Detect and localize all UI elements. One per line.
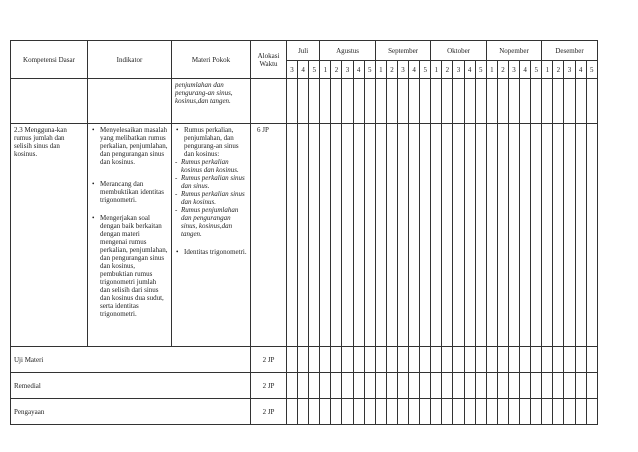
week-number: 2 — [442, 61, 453, 79]
materi-sub-item: - Rumus perkalian kosinus dan kosinus. — [175, 158, 247, 174]
schedule-cell — [542, 399, 553, 425]
month-desember: Desember — [542, 41, 597, 61]
week-number: 5 — [309, 61, 320, 79]
schedule-cell — [331, 79, 342, 124]
week-number: 1 — [375, 61, 386, 79]
month-nopember: Nopember — [486, 41, 541, 61]
week-number: 3 — [453, 61, 464, 79]
schedule-cell — [586, 124, 597, 347]
kd-2-3-row — [11, 124, 598, 347]
week-number: 4 — [409, 61, 420, 79]
schedule-cell — [375, 124, 386, 347]
schedule-cell — [309, 399, 320, 425]
schedule-cell — [497, 347, 508, 373]
schedule-cell — [375, 373, 386, 399]
indikator-header: Indikator — [88, 41, 172, 79]
schedule-cell — [464, 373, 475, 399]
schedule-cell — [420, 373, 431, 399]
schedule-cell — [486, 124, 497, 347]
month-oktober: Oktober — [431, 41, 487, 61]
schedule-cell — [442, 399, 453, 425]
schedule-cell — [342, 373, 353, 399]
week-number: 1 — [431, 61, 442, 79]
schedule-cell — [320, 124, 331, 347]
schedule-cell — [342, 79, 353, 124]
schedule-cell — [287, 79, 298, 124]
schedule-cell — [386, 373, 397, 399]
schedule-cell — [564, 79, 575, 124]
alokasi-6jp: 6 JP — [251, 124, 287, 347]
schedule-cell — [442, 79, 453, 124]
schedule-cell — [486, 373, 497, 399]
indikator-item: • Menyelesaikan masalah yang melibatkan rumus perkalian, penjumlahan, dan pengurangan sinus dan kosinus. — [100, 126, 168, 166]
schedule-cell — [375, 79, 386, 124]
materi-identitas: • Identitas trigonometri. — [184, 248, 247, 256]
schedule-cell — [475, 79, 486, 124]
schedule-cell — [542, 124, 553, 347]
schedule-cell — [398, 124, 409, 347]
syllabus-table — [10, 40, 598, 425]
alokasi-label: Alokasi — [257, 51, 280, 60]
indikator-item: • Merancang dan membuktikan identitas trigonometri. — [100, 180, 168, 204]
schedule-cell — [420, 399, 431, 425]
schedule-cell — [442, 124, 453, 347]
schedule-cell — [398, 399, 409, 425]
schedule-cell — [575, 124, 586, 347]
schedule-cell — [497, 373, 508, 399]
materi-sub-item: - Rumus perkalian sinus dan kosinus. — [175, 190, 247, 206]
schedule-cell — [320, 373, 331, 399]
schedule-cell — [464, 347, 475, 373]
indikator-item: • Mengerjakan soal dengan baik berkaitan dengan materi mengenai rumus perkalian, penjumlahan, dan pengurangan sinus dan kosinus, pembuktian rumus trigonometri jumlah dan selisih dari sinus dan kosinus dua sudut, serta identitas trigonometri. — [100, 214, 168, 318]
schedule-cell — [508, 373, 519, 399]
schedule-cell — [287, 373, 298, 399]
schedule-cell — [342, 124, 353, 347]
week-number: 2 — [497, 61, 508, 79]
header-row-months — [11, 41, 598, 61]
week-number: 3 — [508, 61, 519, 79]
schedule-cell — [353, 79, 364, 124]
kompetensi-dasar-header: Kompetensi Dasar — [11, 41, 88, 79]
schedule-cell — [453, 399, 464, 425]
schedule-cell — [453, 79, 464, 124]
schedule-cell — [531, 373, 542, 399]
schedule-cell — [431, 124, 442, 347]
schedule-cell — [486, 347, 497, 373]
schedule-cell — [398, 373, 409, 399]
schedule-cell — [386, 347, 397, 373]
week-number: 3 — [398, 61, 409, 79]
schedule-cell — [375, 347, 386, 373]
schedule-cell — [542, 347, 553, 373]
schedule-cell — [575, 347, 586, 373]
schedule-cell — [287, 124, 298, 347]
kd-2-3-text: 2.3 Mengguna-kan rumus jumlah dan selisih sinus dan kosinus. — [11, 124, 88, 347]
schedule-cell — [331, 124, 342, 347]
week-number: 3 — [342, 61, 353, 79]
schedule-cell — [586, 347, 597, 373]
schedule-cell — [564, 347, 575, 373]
week-number: 5 — [475, 61, 486, 79]
uji-materi-jp: 2 JP — [251, 347, 287, 373]
week-number: 2 — [553, 61, 564, 79]
schedule-cell — [309, 79, 320, 124]
schedule-cell — [475, 347, 486, 373]
schedule-cell — [564, 399, 575, 425]
schedule-cell — [497, 124, 508, 347]
materi-pokok-header: Materi Pokok — [172, 41, 251, 79]
remedial-label: Remedial — [11, 373, 251, 399]
schedule-cell — [331, 347, 342, 373]
schedule-cell — [409, 373, 420, 399]
schedule-cell — [531, 79, 542, 124]
pengayaan-row — [11, 399, 598, 425]
schedule-cell — [431, 347, 442, 373]
schedule-cell — [420, 79, 431, 124]
continuation-indikator-cell — [88, 79, 172, 124]
month-juli: Juli — [287, 41, 320, 61]
materi-sub-item: - Rumus penjumlahan dan pengurangan sinus, kosinus,dan tangen. — [175, 206, 247, 238]
schedule-cell — [486, 399, 497, 425]
uji-materi-label: Uji Materi — [11, 347, 251, 373]
alokasi-waktu-header — [251, 41, 287, 79]
schedule-cell — [298, 79, 309, 124]
week-number: 2 — [386, 61, 397, 79]
week-number: 3 — [564, 61, 575, 79]
schedule-cell — [431, 79, 442, 124]
schedule-cell — [464, 124, 475, 347]
schedule-cell — [320, 399, 331, 425]
schedule-cell — [353, 373, 364, 399]
week-number: 1 — [542, 61, 553, 79]
uji-materi-row — [11, 347, 598, 373]
week-number: 4 — [464, 61, 475, 79]
schedule-cell — [531, 399, 542, 425]
remedial-row — [11, 373, 598, 399]
schedule-cell — [553, 347, 564, 373]
week-number: 1 — [320, 61, 331, 79]
schedule-cell — [553, 399, 564, 425]
week-number: 5 — [364, 61, 375, 79]
schedule-cell — [575, 399, 586, 425]
schedule-cell — [398, 347, 409, 373]
schedule-cell — [531, 347, 542, 373]
schedule-cell — [342, 347, 353, 373]
continuation-row — [11, 79, 598, 124]
schedule-cell — [287, 347, 298, 373]
schedule-cell — [298, 347, 309, 373]
schedule-cell — [442, 373, 453, 399]
schedule-cell — [353, 124, 364, 347]
schedule-cell — [464, 399, 475, 425]
materi-cell — [172, 124, 251, 347]
schedule-cell — [320, 79, 331, 124]
schedule-cell — [364, 373, 375, 399]
materi-main: • Rumus perkalian, penjumlahan, dan pengurang-an sinus dan kosinus: — [184, 126, 247, 158]
schedule-cell — [553, 373, 564, 399]
waktu-label: Waktu — [259, 59, 278, 68]
schedule-cell — [475, 399, 486, 425]
schedule-cell — [298, 399, 309, 425]
schedule-cell — [575, 373, 586, 399]
schedule-cell — [497, 399, 508, 425]
week-number: 3 — [287, 61, 298, 79]
schedule-cell — [520, 79, 531, 124]
schedule-cell — [409, 124, 420, 347]
schedule-cell — [364, 347, 375, 373]
schedule-cell — [342, 399, 353, 425]
schedule-cell — [420, 347, 431, 373]
schedule-cell — [531, 124, 542, 347]
schedule-cell — [298, 373, 309, 399]
schedule-cell — [431, 399, 442, 425]
continuation-alokasi-cell — [251, 79, 287, 124]
schedule-cell — [386, 124, 397, 347]
week-number: 4 — [353, 61, 364, 79]
schedule-cell — [553, 79, 564, 124]
week-number: 4 — [575, 61, 586, 79]
schedule-cell — [453, 124, 464, 347]
schedule-cell — [287, 399, 298, 425]
schedule-cell — [320, 347, 331, 373]
schedule-cell — [353, 347, 364, 373]
schedule-cell — [331, 399, 342, 425]
schedule-cell — [409, 79, 420, 124]
schedule-cell — [497, 79, 508, 124]
schedule-cell — [386, 399, 397, 425]
schedule-cell — [564, 124, 575, 347]
materi-sub-item: - Rumus perkalian sinus dan sinus. — [175, 174, 247, 190]
continuation-materi: penjumlahan dan pengurang-an sinus, kosinus,dan tangen. — [172, 79, 251, 124]
schedule-cell — [520, 347, 531, 373]
month-september: September — [375, 41, 430, 61]
schedule-cell — [520, 124, 531, 347]
schedule-cell — [364, 399, 375, 425]
schedule-cell — [542, 373, 553, 399]
remedial-jp: 2 JP — [251, 373, 287, 399]
indikator-cell — [88, 124, 172, 347]
schedule-cell — [298, 124, 309, 347]
schedule-cell — [309, 373, 320, 399]
schedule-cell — [420, 124, 431, 347]
schedule-cell — [508, 79, 519, 124]
week-number: 5 — [420, 61, 431, 79]
week-number: 4 — [520, 61, 531, 79]
schedule-cell — [409, 347, 420, 373]
schedule-cell — [508, 399, 519, 425]
week-number: 1 — [486, 61, 497, 79]
week-number: 5 — [531, 61, 542, 79]
schedule-cell — [375, 399, 386, 425]
schedule-cell — [586, 399, 597, 425]
schedule-cell — [309, 124, 320, 347]
schedule-cell — [464, 79, 475, 124]
week-number: 4 — [298, 61, 309, 79]
pengayaan-label: Pengayaan — [11, 399, 251, 425]
schedule-cell — [431, 373, 442, 399]
pengayaan-jp: 2 JP — [251, 399, 287, 425]
schedule-cell — [575, 79, 586, 124]
schedule-cell — [475, 124, 486, 347]
schedule-cell — [309, 347, 320, 373]
week-number: 2 — [331, 61, 342, 79]
continuation-kd-cell — [11, 79, 88, 124]
schedule-cell — [331, 373, 342, 399]
schedule-cell — [364, 79, 375, 124]
schedule-cell — [520, 373, 531, 399]
schedule-cell — [486, 79, 497, 124]
schedule-cell — [586, 79, 597, 124]
schedule-cell — [353, 399, 364, 425]
schedule-cell — [508, 347, 519, 373]
schedule-cell — [475, 373, 486, 399]
schedule-cell — [564, 373, 575, 399]
schedule-cell — [364, 124, 375, 347]
schedule-cell — [409, 399, 420, 425]
schedule-cell — [553, 124, 564, 347]
schedule-cell — [508, 124, 519, 347]
schedule-cell — [398, 79, 409, 124]
month-agustus: Agustus — [320, 41, 376, 61]
week-number: 5 — [586, 61, 597, 79]
schedule-cell — [442, 347, 453, 373]
schedule-cell — [586, 373, 597, 399]
schedule-cell — [386, 79, 397, 124]
schedule-cell — [453, 373, 464, 399]
schedule-cell — [520, 399, 531, 425]
schedule-cell — [453, 347, 464, 373]
schedule-cell — [542, 79, 553, 124]
